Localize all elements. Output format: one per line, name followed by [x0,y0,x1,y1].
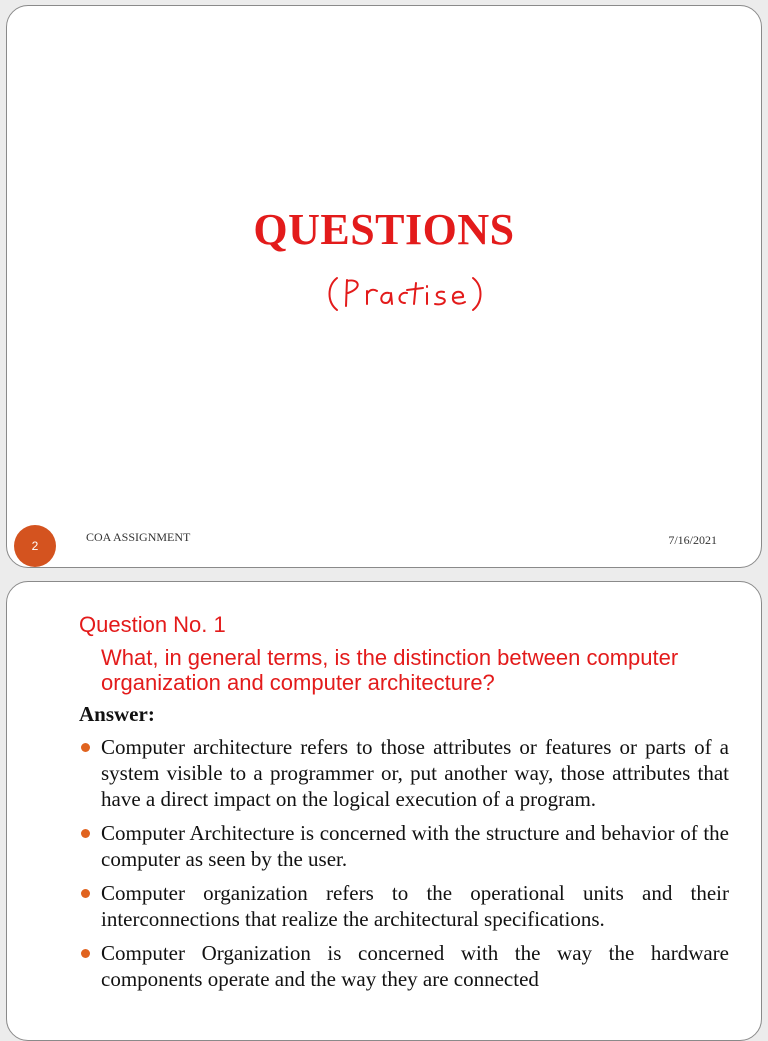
slide-title: QUESTIONS [253,205,515,254]
bullet-dot-icon [81,829,90,838]
answer-bullet-list [79,734,729,1000]
handwriting-strokes [319,272,489,316]
list-item [79,940,729,992]
handwritten-annotation [319,272,489,321]
answer-label: Answer: [79,702,155,726]
footer-title: COA ASSIGNMENT [86,530,191,544]
bullet-text: Computer architecture refers to those attributes or features or parts of a system visible to a programmer or, put another way, those attributes that have a direct impact on the logical execution of a program. [101,735,729,811]
list-item [79,820,729,872]
bullet-text: Computer Organization is concerned with the way the hardware components operate and the way they are connected [101,941,729,991]
bullet-text: Computer organization refers to the operational units and their interconnections that realize the architectural specifications. [101,881,729,931]
bullet-dot-icon [81,743,90,752]
question-text: What, in general terms, is the distinction between computer organization and computer architecture? [101,645,679,695]
question-heading: Question No. 1 [79,612,226,637]
bullet-text: Computer Architecture is concerned with the structure and behavior of the computer as seen by the user. [101,821,729,871]
list-item [79,734,729,812]
slide-question-1 [6,581,762,1041]
slide-number-badge: 2 [14,525,56,567]
slide-questions [6,5,762,568]
bullet-dot-icon [81,949,90,958]
bullet-dot-icon [81,889,90,898]
footer-date: 7/16/2021 [668,533,717,547]
list-item [79,880,729,932]
